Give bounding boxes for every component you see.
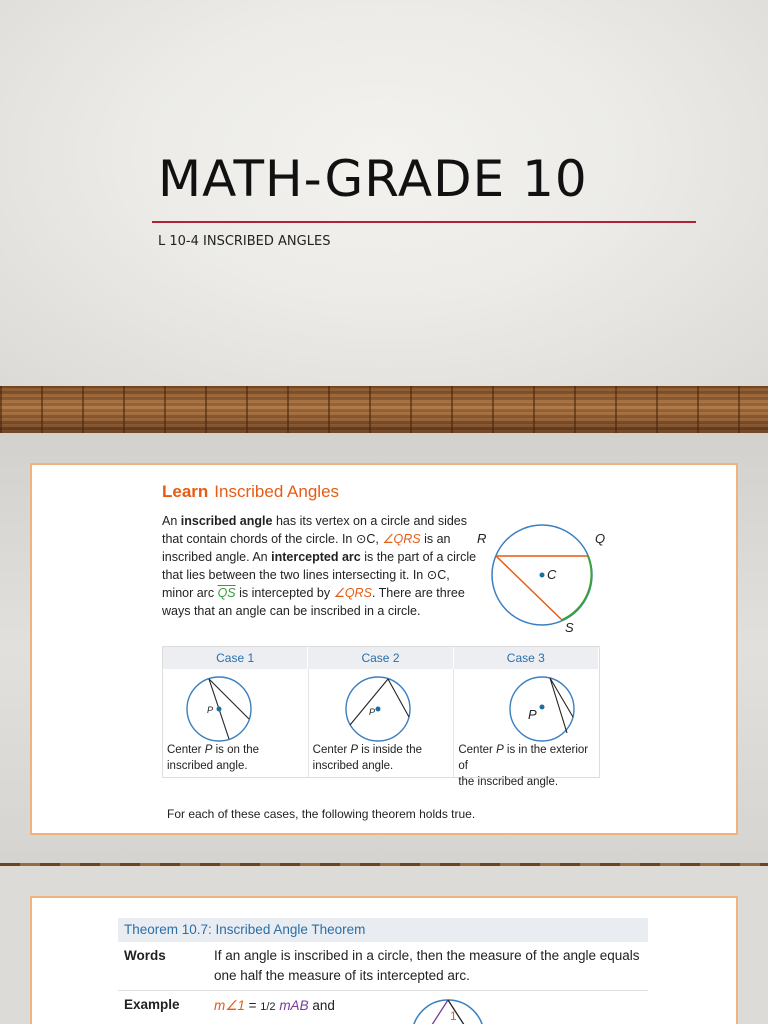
angle-1-label: 1 (450, 1009, 457, 1023)
text-span: is intercepted by (235, 586, 334, 600)
angle-qrs-ref: ∠QRS (382, 532, 421, 546)
center-c-point (540, 573, 545, 578)
case-1-header: Case 1 (163, 647, 308, 669)
angle-qrs-ref: ∠QRS (333, 586, 372, 600)
text-span: . There are three ways that an angle can be inscribed in a circle. (162, 586, 465, 618)
circle-c-ref: ⊙C, (355, 532, 379, 546)
cases-footer-note: For each of these cases, the following theorem holds true. (167, 807, 476, 821)
theorem-box (118, 918, 648, 1024)
arc-ab-ref: mAB (279, 998, 309, 1013)
learn-paragraph (162, 512, 482, 620)
cases-table (162, 646, 600, 788)
title-underline (152, 221, 696, 223)
text-span: has its vertex on a circle and sides that contain chords of the circle. In (162, 514, 468, 546)
text-span: Center (167, 744, 205, 756)
words-label: Words (124, 948, 166, 963)
learn-heading (162, 482, 339, 502)
term-intercepted-arc: intercepted arc (271, 550, 361, 564)
text-span: = (244, 998, 261, 1013)
case-1-caption (167, 742, 259, 774)
label-s: S (565, 620, 574, 633)
case-1-cell (163, 669, 309, 777)
text-span: inscribed angle. (167, 760, 248, 772)
case-2-cell (309, 669, 455, 777)
circle-c-ref: ⊙C, (426, 568, 450, 582)
theorem-figure (408, 994, 488, 1024)
text-span: P (350, 744, 359, 756)
arc-qs-ref: $\overline{QS}$ (217, 586, 236, 600)
theorem-example-row (118, 991, 648, 1024)
theorem-title: Theorem 10.7: Inscribed Angle Theorem (118, 918, 648, 942)
text-span: is inside the (358, 744, 422, 756)
case-2-figure (309, 673, 455, 743)
text-span: Center (458, 744, 497, 756)
arc-qs (562, 556, 592, 620)
inscribed-angle-figure (477, 523, 612, 633)
text-span: m∠1 (214, 998, 245, 1013)
text-span: P (204, 744, 213, 756)
page-title: MATH-GRADE 10 (158, 150, 588, 208)
case-2-caption (313, 742, 422, 774)
label-r: R (477, 531, 487, 546)
case-3-caption (458, 742, 599, 790)
text-span: An (162, 514, 181, 528)
example-formula (210, 991, 335, 1024)
words-text: If an angle is inscribed in a circle, then the measure of the angle equals one half the measure of its intercepted arc. (214, 948, 640, 983)
cases-header-row (163, 647, 599, 669)
case-3-figure (454, 673, 600, 743)
theorem-words-row (118, 942, 648, 991)
cases-body-row (163, 669, 599, 788)
text-span: is an inscribed angle. An (162, 532, 451, 564)
case-1-p-label: P (207, 705, 214, 715)
learn-card (30, 463, 738, 835)
title-slide (0, 0, 768, 386)
label-c: C (547, 567, 557, 582)
case-3-p-label: P (528, 707, 538, 722)
page-subtitle: L 10-4 INSCRIBED ANGLES (158, 234, 331, 249)
case-3-cell (454, 669, 599, 788)
text-span: minor arc (162, 586, 218, 600)
case-2-p-label: P (368, 707, 375, 717)
fraction-one-half: 1/2 (260, 1001, 276, 1013)
wood-floor-band (0, 386, 768, 433)
learn-label: Learn (162, 482, 209, 501)
text-span: is in the exterior of (458, 744, 589, 772)
example-label: Example (124, 997, 180, 1012)
case-2-header: Case 2 (308, 647, 453, 669)
case-3-header: Case 3 (454, 647, 599, 669)
learn-topic: Inscribed Angles (214, 482, 340, 501)
term-inscribed-angle: inscribed angle (180, 514, 273, 528)
case-1-figure (163, 673, 309, 743)
text-span: is on the (212, 744, 260, 756)
text-span: Center (312, 744, 351, 756)
theorem-card (30, 896, 738, 1024)
text-span: the inscribed angle. (458, 776, 559, 788)
text-span: and (308, 998, 335, 1013)
text-span: P (496, 744, 504, 756)
text-span: inscribed angle. (312, 760, 394, 772)
text-span: is the part of a circle that lies between the two lines intersecting it. In (162, 550, 477, 582)
label-q: Q (595, 531, 606, 546)
